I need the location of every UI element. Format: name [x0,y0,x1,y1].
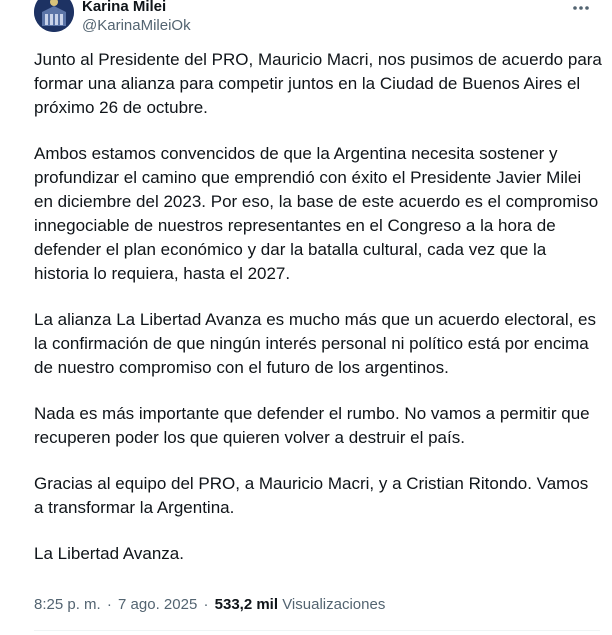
meta-separator: · [203,596,209,613]
tweet-text [34,48,602,588]
display-name[interactable]: Karina Milei [82,0,167,15]
tweet-paragraph: Nada es más importante que defender el rumbo. No vamos a permitir que recuperen poder los que quieren volver a destruir el país. [34,404,590,447]
tweet-paragraph: La Libertad Avanza. [34,544,184,563]
avatar[interactable] [34,0,74,32]
more-button[interactable] [570,0,592,18]
meta-separator: · [106,596,112,613]
tweet-date[interactable]: 7 ago. 2025 [118,596,198,613]
views-label[interactable]: Visualizaciones [282,596,386,613]
author-block [82,0,191,36]
tweet-meta [34,595,385,615]
views-count[interactable]: 533,2 mil [214,596,279,613]
author-handle[interactable]: @KarinaMileiOk [82,17,191,34]
coat-of-arms-icon [34,0,74,32]
divider [34,630,600,631]
tweet-time[interactable]: 8:25 p. m. [34,596,101,613]
tweet-paragraph: Junto al Presidente del PRO, Mauricio Macri, nos pusimos de acuerdo para formar una alianza para competir juntos en la Ciudad de Buenos Aires el próximo 26 de octubre. [34,50,602,117]
more-horizontal-icon [570,0,592,18]
tweet-header [34,0,594,42]
tweet-paragraph: Ambos estamos convencidos de que la Argentina necesita sostener y profundizar el camino que emprendió con éxito el Presidente Javier Milei en diciembre del 2023. Por eso, la base de este acuerdo es el compromiso innegociable de nuestros representantes en el Congreso a la hora de defender el plan económico y dar la batalla cultural, cada vez que la historia lo requiera, hasta el 2027. [34,144,599,283]
tweet-paragraph: Gracias al equipo del PRO, a Mauricio Macri, y a Cristian Ritondo. Vamos a transformar la Argentina. [34,474,589,517]
tweet-paragraph: La alianza La Libertad Avanza es mucho más que un acuerdo electoral, es la confirmación de que ningún interés personal ni político está por encima de nuestro compromiso con el futuro de los argentinos. [34,310,596,377]
